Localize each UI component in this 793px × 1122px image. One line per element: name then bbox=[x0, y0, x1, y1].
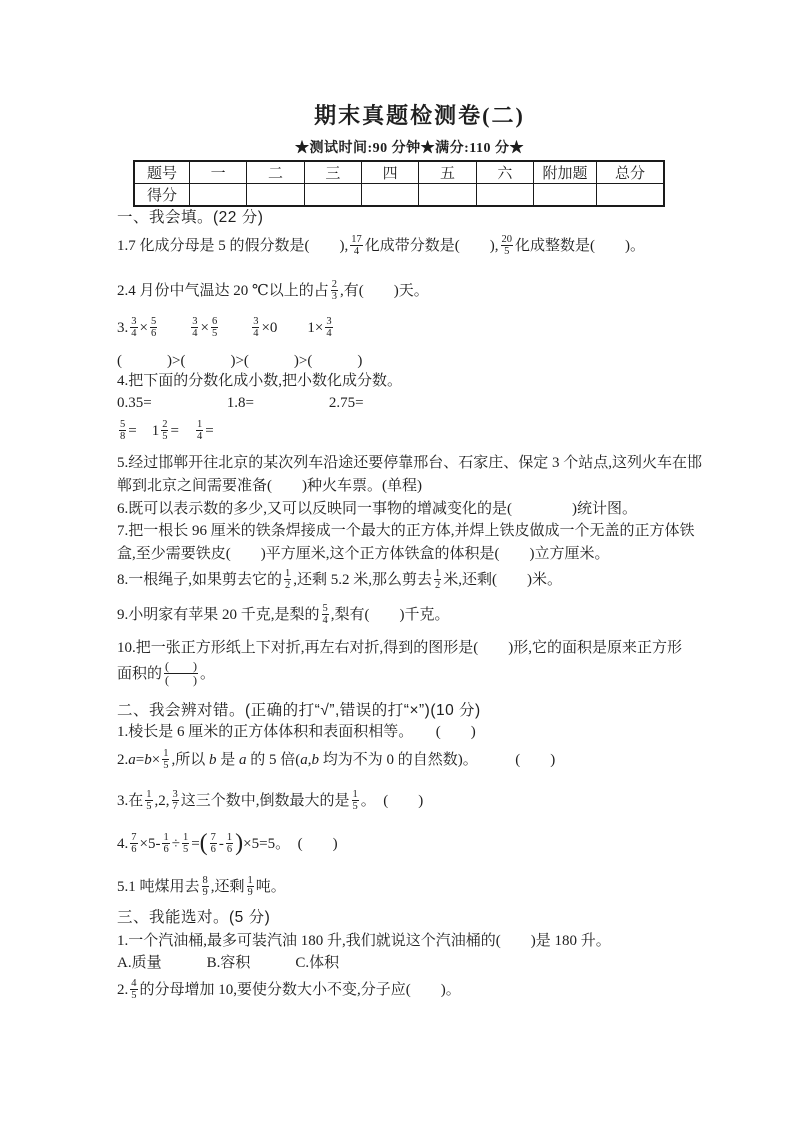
fraction bbox=[322, 603, 329, 626]
fraction bbox=[202, 875, 209, 898]
fraction-numerator: 5 bbox=[120, 419, 126, 431]
big-paren: ( bbox=[199, 829, 208, 856]
fraction-numerator: 7 bbox=[210, 832, 216, 844]
text-run: 吨。 bbox=[255, 879, 286, 895]
fraction-denominator: 6 bbox=[150, 328, 157, 340]
s1-q4 bbox=[117, 371, 402, 391]
fraction-numerator: 3 bbox=[192, 316, 198, 328]
score-table-header-cell-7: 六 bbox=[476, 161, 533, 184]
text-run: ×5=5。 ( ) bbox=[243, 836, 338, 852]
score-table-header-cell-3: 二 bbox=[247, 161, 304, 184]
fraction bbox=[162, 748, 169, 771]
text-run: 的 5 倍( bbox=[246, 752, 301, 768]
score-table bbox=[133, 160, 665, 207]
fraction bbox=[162, 832, 169, 855]
s1-q3-expressions bbox=[117, 313, 335, 344]
fraction bbox=[210, 832, 217, 855]
score-cell-empty bbox=[361, 184, 418, 207]
text-run: 化成整数是( )。 bbox=[515, 238, 645, 254]
score-cell-empty bbox=[304, 184, 361, 207]
s1-q8 bbox=[117, 565, 562, 596]
s1-q6 bbox=[117, 499, 637, 519]
text-run: × bbox=[151, 752, 161, 768]
section-2-heading bbox=[117, 701, 481, 721]
text-run: 4. bbox=[117, 836, 129, 852]
text-run: 三、我能选对。(5 分) bbox=[117, 909, 271, 926]
text-run: 3.在 bbox=[117, 793, 144, 809]
fraction-numerator: 8 bbox=[202, 875, 208, 887]
fraction bbox=[434, 568, 441, 591]
fraction-denominator: ( ) bbox=[165, 673, 198, 688]
fraction-denominator: 6 bbox=[131, 844, 137, 856]
fraction-denominator: 5 bbox=[211, 328, 218, 340]
score-cell-empty bbox=[597, 184, 665, 207]
math-variable: a bbox=[300, 752, 308, 768]
text-run: 1.棱长是 6 厘米的正方体体积和表面积相等。 ( ) bbox=[117, 724, 476, 740]
text-run: 2. bbox=[117, 752, 129, 768]
text-run: 7.把一根长 96 厘米的铁条焊接成一个最大的正方体,并焊上铁皮做成一个无盖的正方体铁 bbox=[117, 523, 695, 539]
fraction-numerator: 3 bbox=[253, 316, 259, 328]
text-run: 郸到北京之间需要准备( )种火车票。(单程) bbox=[117, 478, 422, 494]
fraction-denominator: 8 bbox=[120, 431, 126, 443]
score-table-header-cell-1: 题号 bbox=[134, 161, 190, 184]
score-cell-empty bbox=[419, 184, 476, 207]
score-table-header-cell-4: 三 bbox=[304, 161, 361, 184]
s2-q4 bbox=[117, 829, 338, 860]
score-cell-empty bbox=[190, 184, 247, 207]
text-run: , bbox=[307, 752, 312, 768]
math-variable: b bbox=[208, 752, 217, 768]
text-run: 化成带分数是( ), bbox=[364, 238, 499, 254]
fraction-numerator: 1 bbox=[163, 748, 169, 760]
fraction-numerator: 1 bbox=[196, 419, 203, 431]
s2-q2 bbox=[117, 745, 555, 776]
big-paren: ) bbox=[235, 829, 244, 856]
fraction-numerator: 3 bbox=[131, 316, 137, 328]
fraction-denominator: 5 bbox=[352, 801, 358, 813]
text-run: 1.一个汽油桶,最多可装汽油 180 升,我们就说这个汽油桶的( )是 180 升。 bbox=[117, 933, 611, 949]
page-title: 期末真题检测卷(二) bbox=[314, 103, 525, 128]
fraction bbox=[119, 419, 126, 442]
score-table-header-row bbox=[134, 161, 664, 184]
fraction bbox=[325, 316, 332, 339]
score-cell-empty bbox=[534, 184, 597, 207]
text-run: ×0 1× bbox=[261, 320, 324, 336]
fraction-numerator: 17 bbox=[351, 234, 362, 246]
fraction-numerator: 1 bbox=[285, 568, 291, 580]
s1-q7-line1 bbox=[117, 521, 695, 541]
fraction-numerator: 1 bbox=[146, 789, 152, 801]
text-run: A.质量 B.容积 C.体积 bbox=[117, 955, 340, 971]
text-run: 0.35= 1.8= 2.75= bbox=[117, 395, 364, 411]
fraction-denominator: 2 bbox=[435, 580, 441, 592]
fraction-denominator: 7 bbox=[172, 801, 178, 813]
text-run: 2. bbox=[117, 982, 129, 998]
s1-q9 bbox=[117, 600, 450, 631]
score-table-score-row bbox=[134, 184, 664, 207]
fraction-denominator: 5 bbox=[131, 990, 137, 1002]
s2-q5 bbox=[117, 872, 286, 903]
fraction bbox=[247, 875, 254, 898]
math-variable: a bbox=[238, 752, 247, 768]
text-run: = bbox=[170, 423, 194, 439]
fraction-numerator: 1 bbox=[182, 832, 189, 844]
text-run: = bbox=[135, 752, 145, 768]
text-run: 1 bbox=[151, 423, 160, 439]
fraction-numerator: 7 bbox=[131, 832, 137, 844]
fraction bbox=[350, 234, 363, 257]
s1-q4-row1 bbox=[117, 393, 364, 413]
text-run: 6.既可以表示数的多少,又可以反映同一事物的增减变化的是( )统计图。 bbox=[117, 501, 637, 517]
fraction-numerator: 6 bbox=[211, 316, 218, 328]
s1-q5-line2 bbox=[117, 476, 422, 496]
text-run: ÷ bbox=[171, 836, 180, 852]
fraction-denominator: 9 bbox=[202, 887, 208, 899]
section-1-heading bbox=[117, 208, 263, 228]
fraction-denominator: 4 bbox=[192, 328, 198, 340]
text-run: 1.7 化成分母是 5 的假分数是( ), bbox=[117, 238, 349, 254]
s3-q2 bbox=[117, 975, 461, 1006]
text-run: 。 bbox=[200, 666, 216, 682]
text-run: ( )>( )>( )>( ) bbox=[117, 353, 363, 369]
s1-q10-line2 bbox=[117, 659, 215, 690]
fraction-denominator: 4 bbox=[322, 615, 328, 627]
fraction-denominator: 6 bbox=[210, 844, 216, 856]
score-cell-empty bbox=[476, 184, 533, 207]
text-run: 4.把下面的分数化成小数,把小数化成分数。 bbox=[117, 373, 403, 389]
fraction-denominator: 5 bbox=[501, 245, 514, 257]
fraction-denominator: 6 bbox=[163, 844, 169, 856]
text-run: 5.1 吨煤用去 bbox=[117, 879, 200, 895]
text-run: 3. bbox=[117, 320, 129, 336]
fraction-numerator: ( ) bbox=[165, 659, 198, 674]
text-run: 10.把一张正方形纸上下对折,再左右对折,得到的图形是( )形,它的面积是原来正方形 bbox=[117, 640, 682, 656]
fraction-numerator: 1 bbox=[226, 832, 233, 844]
math-variable: b bbox=[311, 752, 319, 768]
text-run: ,还剩 5.2 米,那么剪去 bbox=[293, 572, 433, 588]
fraction-numerator: 3 bbox=[326, 316, 332, 328]
text-run: 二、我会辨对错。(正确的打“√”,错误的打“×”)(10 分) bbox=[117, 702, 481, 719]
fraction bbox=[226, 832, 233, 855]
text-run: × bbox=[139, 320, 148, 336]
score-table-header-cell-5: 四 bbox=[361, 161, 418, 184]
fraction bbox=[130, 316, 137, 339]
fraction bbox=[284, 568, 291, 591]
fraction-denominator: 2 bbox=[285, 580, 291, 592]
fraction bbox=[161, 419, 168, 442]
fraction-denominator: 4 bbox=[196, 431, 203, 443]
s1-q10-line1 bbox=[117, 638, 682, 658]
text-run: 。 ( ) bbox=[360, 793, 424, 809]
fraction bbox=[164, 660, 198, 686]
s1-q3-answer bbox=[117, 351, 362, 371]
s1-q5-line1 bbox=[117, 453, 702, 473]
fraction bbox=[145, 789, 152, 812]
fraction-numerator: 1 bbox=[435, 568, 441, 580]
math-variable: b bbox=[144, 752, 152, 768]
fraction-denominator: 3 bbox=[331, 291, 338, 303]
fraction bbox=[172, 789, 179, 812]
fraction bbox=[352, 789, 359, 812]
text-run: ,所以 bbox=[171, 752, 209, 768]
section-3-heading bbox=[117, 908, 270, 928]
s1-q2 bbox=[117, 276, 429, 307]
score-row-label: 得分 bbox=[134, 184, 190, 207]
text-run: ,梨有( )千克。 bbox=[330, 607, 450, 623]
text-run: 5.经过邯郸开往北京的某次列车沿途还要停靠邢台、石家庄、保定 3 个站点,这列火车在邯 bbox=[117, 455, 703, 471]
fraction-denominator: 4 bbox=[253, 328, 259, 340]
text-run: 是 bbox=[216, 752, 239, 768]
fraction bbox=[182, 832, 189, 855]
text-run: ,还剩 bbox=[210, 879, 245, 895]
s1-q1 bbox=[117, 231, 645, 262]
score-cell-empty bbox=[247, 184, 304, 207]
text-run: 面积的 bbox=[117, 666, 163, 682]
text-run: ×5- bbox=[139, 836, 161, 852]
fraction bbox=[130, 978, 137, 1001]
fraction-denominator: 6 bbox=[226, 844, 233, 856]
s1-q7-line2 bbox=[117, 544, 609, 564]
fraction-numerator: 5 bbox=[322, 603, 328, 615]
fraction bbox=[252, 316, 259, 339]
text-run: ,有( )天。 bbox=[340, 283, 429, 299]
text-run: 均为不为 0 的自然数)。 ( ) bbox=[318, 752, 556, 768]
fraction bbox=[150, 316, 157, 339]
score-table-header-cell-6: 五 bbox=[419, 161, 476, 184]
fraction-denominator: 4 bbox=[350, 245, 363, 257]
text-run bbox=[220, 320, 250, 336]
text-run: = bbox=[128, 423, 152, 439]
s3-q1 bbox=[117, 931, 611, 951]
fraction-denominator: 5 bbox=[162, 431, 168, 443]
exam-subtitle: ★测试时间:90 分钟★满分:110 分★ bbox=[271, 137, 548, 162]
s3-q1-options bbox=[117, 953, 339, 973]
text-run: ,2, bbox=[154, 793, 170, 809]
text-run: 这三个数中,倒数最大的是 bbox=[180, 793, 350, 809]
text-run: = bbox=[191, 836, 200, 852]
text-run bbox=[159, 320, 189, 336]
s1-q4-row2 bbox=[117, 416, 214, 447]
subtitle-row bbox=[0, 137, 793, 162]
fraction-numerator: 2 bbox=[331, 279, 338, 291]
fraction-denominator: 4 bbox=[326, 328, 332, 340]
math-variable: a bbox=[128, 752, 136, 768]
s2-q3 bbox=[117, 786, 423, 817]
fraction bbox=[196, 419, 203, 442]
text-run: 盒,至少需要铁皮( )平方厘米,这个正方体铁盒的体积是( )立方厘米。 bbox=[117, 546, 610, 562]
text-run: 的分母增加 10,要使分数大小不变,分子应( )。 bbox=[139, 982, 461, 998]
fraction-numerator: 20 bbox=[501, 234, 512, 246]
text-run: = bbox=[205, 423, 214, 439]
fraction-denominator: 5 bbox=[146, 801, 152, 813]
fraction-numerator: 1 bbox=[247, 875, 253, 887]
fraction-numerator: 1 bbox=[163, 832, 169, 844]
fraction-denominator: 4 bbox=[131, 328, 137, 340]
fraction bbox=[501, 234, 514, 257]
fraction bbox=[331, 279, 338, 302]
text-run: × bbox=[200, 320, 209, 336]
score-table-header-cell-8: 附加题 bbox=[534, 161, 597, 184]
fraction-numerator: 5 bbox=[150, 316, 157, 328]
text-run: 米,还剩( )米。 bbox=[443, 572, 563, 588]
fraction bbox=[191, 316, 198, 339]
score-table-header-cell-9: 总分 bbox=[597, 161, 665, 184]
text-run: 9.小明家有苹果 20 千克,是梨的 bbox=[117, 607, 320, 623]
fraction-numerator: 1 bbox=[352, 789, 358, 801]
fraction bbox=[130, 832, 137, 855]
fraction bbox=[211, 316, 218, 339]
s2-q1 bbox=[117, 722, 476, 742]
score-table-header-cell-2: 一 bbox=[190, 161, 247, 184]
fraction-denominator: 5 bbox=[163, 760, 169, 772]
fraction-numerator: 3 bbox=[172, 789, 178, 801]
text-run: 2.4 月份中气温达 20 ℃以上的占 bbox=[117, 283, 329, 299]
fraction-numerator: 4 bbox=[131, 978, 137, 990]
text-run: - bbox=[218, 836, 224, 852]
text-run: 一、我会填。(22 分) bbox=[117, 209, 264, 226]
fraction-denominator: 9 bbox=[247, 887, 253, 899]
fraction-denominator: 5 bbox=[182, 844, 189, 856]
fraction-numerator: 2 bbox=[162, 419, 168, 431]
text-run: 8.一根绳子,如果剪去它的 bbox=[117, 572, 283, 588]
